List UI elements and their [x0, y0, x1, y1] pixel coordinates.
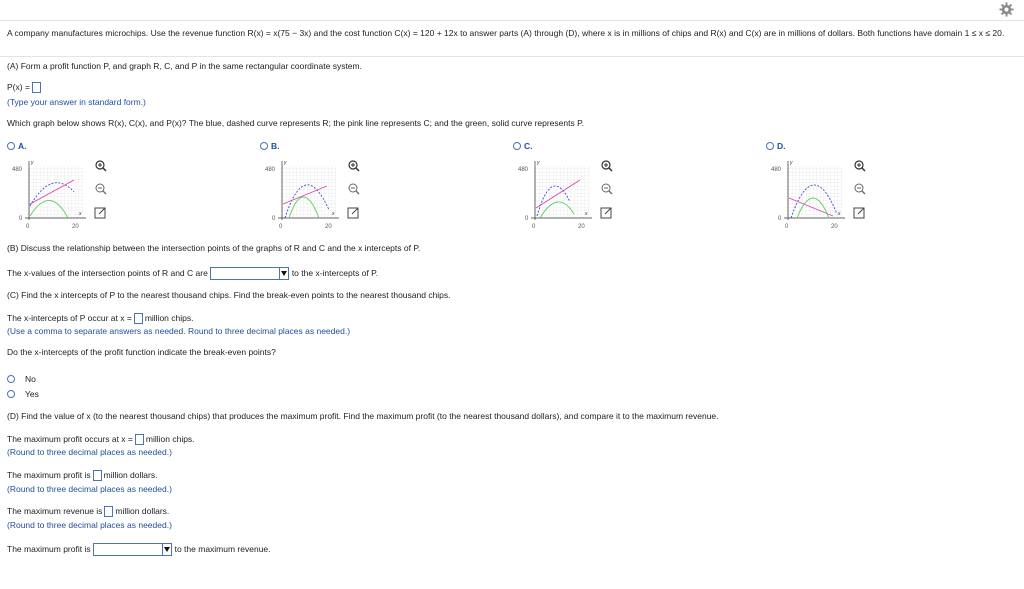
radio-yes[interactable]	[7, 390, 15, 398]
answer-yes-label: Yes	[25, 389, 39, 399]
graph-d[interactable]	[771, 158, 847, 230]
part-b-answer-row	[7, 267, 378, 280]
compare-after: to the maximum revenue.	[174, 544, 271, 554]
graph-a-tools	[93, 159, 109, 221]
radio-c[interactable]	[513, 142, 521, 150]
compare-row	[7, 543, 271, 556]
x-tick-label: 20	[72, 224, 79, 230]
x-axis-label: x	[585, 211, 588, 217]
answer-no[interactable]	[7, 374, 36, 384]
option-d-radio[interactable]	[766, 141, 786, 151]
option-a-label: A.	[18, 141, 27, 151]
max-x-label: The maximum profit occurs at x =	[7, 434, 133, 444]
relationship-dropdown[interactable]	[210, 267, 289, 280]
zoom-out-icon[interactable]	[855, 184, 865, 194]
expand-icon[interactable]	[95, 208, 105, 218]
p-answer-row	[7, 82, 43, 93]
max-profit-unit: million dollars.	[103, 470, 158, 480]
graph-d-tools	[852, 159, 868, 221]
graph-b[interactable]	[265, 158, 341, 230]
problem-statement: A company manufactures microchips. Use the revenue function R(x) = x(75 − 3x) and the cost function C(x) = 120 + 12x to answer parts (A) through (D), where x is in millions of chips and R(x) and C(x) are in millions of dollars. Both functions have domain 1 ≤ x ≤ 20.	[7, 28, 1005, 38]
max-x-hint: (Round to three decimal places as needed.)	[7, 447, 172, 457]
y-tick-label: 480	[518, 167, 529, 173]
x-tick-label: 20	[325, 224, 332, 230]
zoom-in-icon[interactable]	[96, 161, 106, 171]
y-axis-label: y	[537, 160, 540, 166]
p-hint: (Type your answer in standard form.)	[7, 97, 146, 107]
max-revenue-unit: million dollars.	[115, 506, 170, 516]
y-tick-label: 480	[265, 167, 276, 173]
origin-x-label: 0	[19, 216, 23, 222]
zoom-out-icon[interactable]	[96, 184, 106, 194]
compare-label: The maximum profit is	[7, 544, 91, 554]
origin-x-label: 0	[525, 216, 529, 222]
origin-x-label: 0	[272, 216, 276, 222]
grid	[280, 166, 336, 218]
x-intercepts-hint: (Use a comma to separate answers as needed. Round to three decimal places as needed.)	[7, 326, 351, 336]
compare-dropdown[interactable]	[93, 543, 172, 556]
y-tick-label: 480	[771, 167, 782, 173]
option-c-radio[interactable]	[513, 141, 533, 151]
max-revenue-label: The maximum revenue is	[7, 506, 103, 516]
grid	[27, 166, 83, 218]
option-d-label: D.	[777, 141, 786, 151]
part-b-before: The x-values of the intersection points of R and C are	[7, 268, 208, 278]
part-d-prompt: (D) Find the value of x (to the nearest thousand chips) that produces the maximum profit. Find the maximum profit (to the nearest thousand dollars), and compare it to the maximum revenue.	[7, 411, 719, 421]
radio-a[interactable]	[7, 142, 15, 150]
x-axis-label: x	[838, 211, 841, 217]
graph-c-tools	[599, 159, 615, 221]
expand-icon[interactable]	[854, 208, 864, 218]
radio-b[interactable]	[260, 142, 268, 150]
max-x-row	[7, 434, 195, 445]
expand-icon[interactable]	[601, 208, 611, 218]
y-axis-label: y	[790, 160, 793, 166]
break-even-question: Do the x-intercepts of the profit function indicate the break-even points?	[7, 347, 276, 357]
divider	[0, 56, 1024, 57]
x-tick-label: 20	[578, 224, 585, 230]
p-label: P(x) =	[7, 82, 30, 92]
origin-y-label: 0	[26, 224, 30, 230]
x-intercepts-input[interactable]	[134, 313, 143, 324]
max-profit-label: The maximum profit is	[7, 470, 91, 480]
top-bar	[0, 0, 1024, 21]
part-c-prompt: (C) Find the x intercepts of P to the nearest thousand chips. Find the break-even points to the nearest thousand chips.	[7, 290, 451, 300]
graph-c[interactable]	[518, 158, 594, 230]
x-axis-label: x	[332, 211, 335, 217]
gear-icon[interactable]	[999, 2, 1014, 17]
max-x-input[interactable]	[135, 434, 144, 445]
origin-y-label: 0	[279, 224, 283, 230]
x-tick-label: 20	[831, 224, 838, 230]
graph-b-tools	[346, 159, 362, 221]
origin-x-label: 0	[778, 216, 782, 222]
zoom-in-icon[interactable]	[602, 161, 612, 171]
max-revenue-hint: (Round to three decimal places as needed.)	[7, 520, 172, 530]
option-a-radio[interactable]	[7, 141, 27, 151]
x-intercepts-row	[7, 313, 193, 324]
origin-y-label: 0	[532, 224, 536, 230]
option-b-radio[interactable]	[260, 141, 280, 151]
part-b-after: to the x-intercepts of P.	[291, 268, 379, 278]
y-axis-label: y	[31, 160, 34, 166]
grid	[786, 166, 842, 218]
max-revenue-row	[7, 506, 169, 517]
chevron-down-icon	[279, 268, 288, 279]
max-revenue-input[interactable]	[104, 506, 113, 517]
max-profit-hint: (Round to three decimal places as needed.)	[7, 484, 172, 494]
answer-yes[interactable]	[7, 389, 39, 399]
max-profit-input[interactable]	[93, 470, 102, 481]
graph-a[interactable]	[12, 158, 88, 230]
part-a-prompt: (A) Form a profit function P, and graph R, C, and P in the same rectangular coordinate system.	[7, 61, 362, 71]
max-profit-row	[7, 470, 157, 481]
x-axis-label: x	[79, 211, 82, 217]
radio-d[interactable]	[766, 142, 774, 150]
option-b-label: B.	[271, 141, 280, 151]
expand-icon[interactable]	[348, 208, 358, 218]
answer-no-label: No	[25, 374, 36, 384]
x-intercepts-label: The x-intercepts of P occur at x =	[7, 313, 132, 323]
y-tick-label: 480	[12, 167, 23, 173]
option-c-label: C.	[524, 141, 533, 151]
graph-question: Which graph below shows R(x), C(x), and P(x)? The blue, dashed curve represents R; the pink line represents C; and the green, solid curve represents P.	[7, 118, 585, 128]
chevron-down-icon	[162, 544, 171, 555]
zoom-out-icon[interactable]	[349, 184, 359, 194]
p-answer-input[interactable]	[32, 82, 41, 93]
max-x-unit: million chips.	[145, 434, 195, 444]
y-axis-label: y	[284, 160, 287, 166]
zoom-in-icon[interactable]	[349, 161, 359, 171]
x-intercepts-unit: million chips.	[144, 313, 194, 323]
part-b-prompt: (B) Discuss the relationship between the intersection points of the graphs of R and C and the x intercepts of P.	[7, 243, 421, 253]
origin-y-label: 0	[785, 224, 789, 230]
zoom-in-icon[interactable]	[855, 161, 865, 171]
radio-no[interactable]	[7, 375, 15, 383]
zoom-out-icon[interactable]	[602, 184, 612, 194]
